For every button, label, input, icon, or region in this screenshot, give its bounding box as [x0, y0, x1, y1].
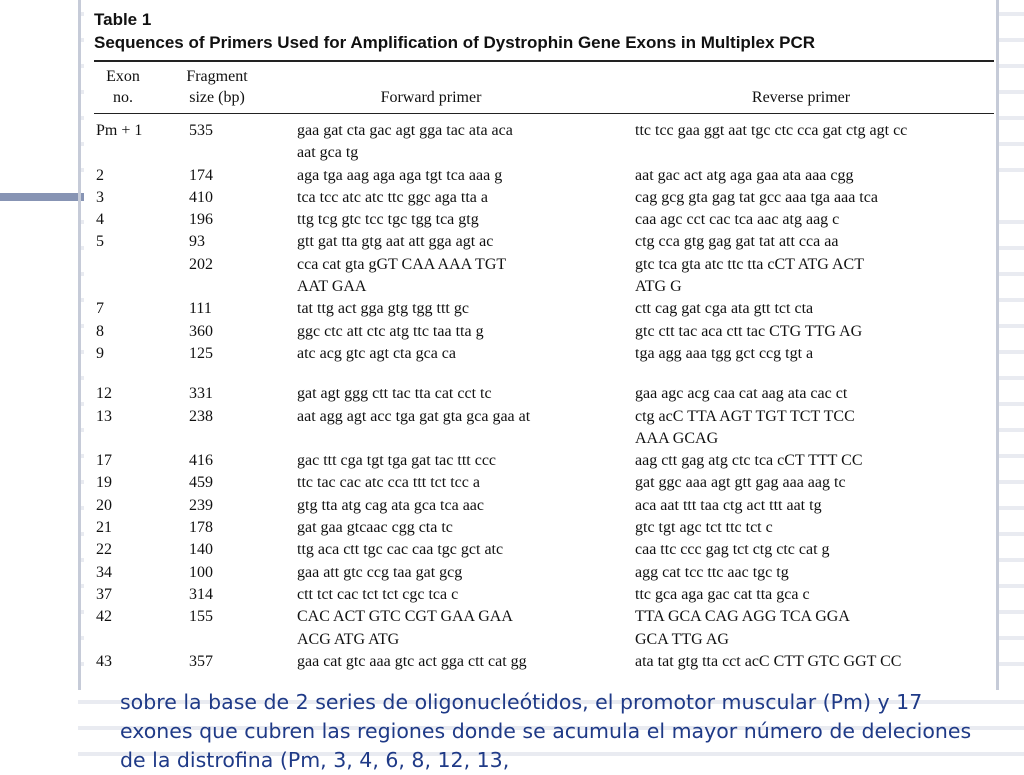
cell-forward-primer: AAT GAA	[297, 278, 367, 296]
cell-reverse-primer: AAA GCAG	[635, 429, 719, 447]
slide-left-margin	[0, 0, 78, 768]
cell-reverse-primer: aag ctt gag atg ctc tca cCT TTT CC	[635, 452, 863, 470]
cell-exon	[94, 629, 189, 651]
cell-forward-primer: tca tcc atc atc ttc ggc aga tta a	[297, 188, 488, 206]
cell-size: 202	[189, 255, 213, 273]
cell-reverse-primer: GCA TTG AG	[635, 630, 729, 648]
cell-exon: 19	[96, 474, 112, 492]
cell-reverse-primer: ata tat gtg tta cct acC CTT GTC GGT CC	[635, 652, 902, 670]
cell-reverse-primer: caa agc cct cac tca aac atg aag c	[635, 211, 840, 229]
cell-size: 535	[189, 122, 213, 139]
cell-exon: 8	[96, 322, 104, 340]
cell-reverse-primer: gat ggc aaa agt gtt gag aaa aag tc	[635, 474, 846, 492]
cell-forward-primer: ttg aca ctt tgc cac caa tgc gct atc	[297, 541, 504, 559]
cell-size: 93	[189, 233, 205, 251]
table-row	[94, 450, 994, 472]
cell-size: 410	[189, 188, 213, 206]
cell-forward-primer: aat gca tg	[297, 144, 359, 162]
header-size-line1: Fragment	[186, 68, 248, 85]
table-row	[94, 428, 994, 450]
cell-forward-primer: ttg tcg gtc tcc tgc tgg tca gtg	[297, 211, 479, 229]
header-size-line2: size (bp)	[189, 89, 245, 106]
header-size	[172, 66, 262, 108]
table-image	[84, 0, 996, 690]
cell-forward-primer: ggc ctc att ctc atg ttc taa tta g	[297, 322, 484, 340]
cell-size: 459	[189, 474, 213, 492]
cell-size: 178	[189, 519, 213, 537]
slide-caption: sobre la base de 2 series de oligonucleótidos, el promotor muscular (Pm) y 17 exones que cubren las regiones donde se acumula el mayor número de deleciones de la distrofina (Pm, 3, 4, 6, 8, 12, 13,	[120, 690, 972, 772]
cell-forward-primer: CAC ACT GTC CGT GAA GAA	[297, 608, 513, 626]
table-row	[94, 165, 994, 187]
cell-reverse-primer: gtc tca gta atc ttc tta cCT ATG ACT	[635, 255, 864, 273]
cell-reverse-primer: TTA GCA CAG AGG TCA GGA	[635, 608, 850, 626]
header-exon-line1: Exon	[106, 68, 140, 85]
header-forward: Forward primer	[380, 89, 482, 106]
slide-accent-bar	[0, 193, 84, 201]
cell-forward-primer: gaa att gtc ccg taa gat gcg	[297, 563, 463, 581]
cell-reverse-primer: ctt cag gat cga ata gtt tct cta	[635, 300, 814, 318]
table-row	[94, 321, 994, 343]
cell-reverse-primer: ctg acC TTA AGT TGT TCT TCC	[635, 407, 855, 425]
table-row	[94, 651, 994, 673]
table-row	[94, 472, 994, 494]
cell-reverse-primer: gtc tgt agc tct ttc tct c	[635, 519, 773, 537]
table-row	[94, 276, 994, 298]
page-edge-left	[78, 0, 81, 690]
cell-exon: 9	[96, 344, 104, 362]
cell-forward-primer: tat ttg act gga gtg tgg ttt gc	[297, 300, 469, 318]
table-title: Sequences of Primers Used for Amplification of Dystrophin Gene Exons in Multiplex PCR	[94, 33, 816, 52]
cell-exon: 5	[96, 233, 104, 251]
cell-reverse-primer: ctg cca gtg gag gat tat att cca aa	[635, 233, 839, 251]
cell-reverse-primer: tga agg aaa tgg gct ccg tgt a	[635, 344, 814, 362]
cell-size	[189, 142, 297, 164]
cell-exon: Pm + 1	[96, 122, 143, 139]
cell-reverse-primer: agg cat tcc ttc aac tgc tg	[635, 563, 789, 581]
cell-forward-primer	[297, 428, 635, 450]
cell-size: 111	[189, 300, 212, 318]
cell-forward-primer: ttc tac cac atc cca ttt tct tcc a	[297, 474, 480, 492]
table-row	[94, 584, 994, 606]
table-row	[94, 562, 994, 584]
cell-forward-primer: gtg tta atg cag ata gca tca aac	[297, 496, 484, 514]
cell-forward-primer: atc acg gtc agt cta gca ca	[297, 344, 456, 362]
table-row	[94, 298, 994, 320]
header-exon-line2: no.	[113, 89, 133, 106]
table-body	[94, 120, 994, 673]
cell-size: 100	[189, 563, 213, 581]
cell-size: 360	[189, 322, 213, 340]
cell-forward-primer: gaa gat cta gac agt gga tac ata aca	[297, 122, 513, 139]
table-label: Table 1	[94, 10, 152, 29]
table-row	[94, 495, 994, 517]
cell-exon: 22	[96, 541, 112, 559]
cell-size: 239	[189, 496, 213, 514]
cell-size: 196	[189, 211, 213, 229]
cell-exon: 12	[96, 385, 112, 403]
cell-forward-primer: gat gaa gtcaac cgg cta tc	[297, 519, 453, 537]
cell-forward-primer: gaa cat gtc aaa gtc act gga ctt cat gg	[297, 652, 527, 670]
cell-reverse-primer: ttc gca aga gac cat tta gca c	[635, 585, 810, 603]
cell-exon: 42	[96, 608, 112, 626]
cell-forward-primer: aga tga aag aga aga tgt tca aaa g	[297, 166, 503, 184]
cell-size: 314	[189, 585, 213, 603]
cell-exon: 34	[96, 563, 112, 581]
top-rule	[94, 60, 994, 62]
cell-exon: 17	[96, 452, 112, 470]
cell-exon: 37	[96, 585, 112, 603]
cell-reverse-primer: ATG G	[635, 278, 682, 296]
table-row	[94, 539, 994, 561]
cell-size	[189, 629, 297, 651]
cell-exon: 13	[96, 407, 112, 425]
cell-reverse-primer: aat gac act atg aga gaa ata aaa cgg	[635, 166, 854, 184]
cell-exon: 3	[96, 188, 104, 206]
header-reverse: Reverse primer	[751, 89, 851, 106]
cell-forward-primer: cca cat gta gGT CAA AAA TGT	[297, 255, 507, 273]
cell-forward-primer: gat agt ggg ctt tac tta cat cct tc	[297, 385, 492, 403]
cell-reverse-primer: cag gcg gta gag tat gcc aaa tga aaa tca	[635, 188, 878, 206]
cell-exon: 20	[96, 496, 112, 514]
cell-reverse-primer: gaa agc acg caa cat aag ata cac ct	[635, 385, 848, 403]
table-row	[94, 406, 994, 428]
cell-forward-primer: gtt gat tta gtg aat att gga agt ac	[297, 233, 494, 251]
page-edge-right	[996, 0, 999, 690]
cell-size: 155	[189, 608, 213, 626]
table-row	[94, 187, 994, 209]
table-row	[94, 209, 994, 231]
cell-exon: 4	[96, 211, 104, 229]
header-rule	[94, 113, 994, 114]
table-row	[94, 517, 994, 539]
table-row	[94, 343, 994, 365]
cell-exon	[94, 142, 189, 164]
cell-size: 416	[189, 452, 213, 470]
cell-exon: 43	[96, 652, 112, 670]
table-row	[94, 629, 994, 651]
cell-size: 357	[189, 652, 213, 670]
header-exon	[98, 66, 148, 108]
cell-size: 125	[189, 344, 213, 362]
cell-exon	[94, 254, 189, 276]
cell-reverse-primer: aca aat ttt taa ctg act ttt aat tg	[635, 496, 822, 514]
table-row	[94, 606, 994, 628]
table-row	[94, 231, 994, 253]
cell-reverse-primer: caa ttc ccc gag tct ctg ctc cat g	[635, 541, 830, 559]
cell-size: 238	[189, 407, 213, 425]
cell-exon: 2	[96, 166, 104, 184]
cell-size	[189, 428, 297, 450]
table-row	[94, 254, 994, 276]
cell-forward-primer: aat agg agt acc tga gat gta gca gaa at	[297, 407, 531, 425]
cell-exon: 7	[96, 300, 104, 318]
cell-size: 331	[189, 385, 213, 403]
cell-exon	[94, 428, 189, 450]
cell-size: 140	[189, 541, 213, 559]
cell-forward-primer: gac ttt cga tgt tga gat tac ttt ccc	[297, 452, 497, 470]
table-row	[94, 142, 994, 164]
cell-exon: 21	[96, 519, 112, 537]
cell-forward-primer: ctt tct cac tct tct cgc tca c	[297, 585, 459, 603]
cell-size	[189, 276, 297, 298]
cell-size: 174	[189, 166, 213, 184]
cell-reverse-primer: gtc ctt tac aca ctt tac CTG TTG AG	[635, 322, 863, 340]
cell-forward-primer: ACG ATG ATG	[297, 630, 400, 648]
table-row	[94, 383, 994, 405]
table-row	[94, 120, 994, 142]
cell-exon	[94, 276, 189, 298]
cell-reverse-primer: ttc tcc gaa ggt aat tgc ctc cca gat ctg agt cc	[635, 122, 908, 139]
